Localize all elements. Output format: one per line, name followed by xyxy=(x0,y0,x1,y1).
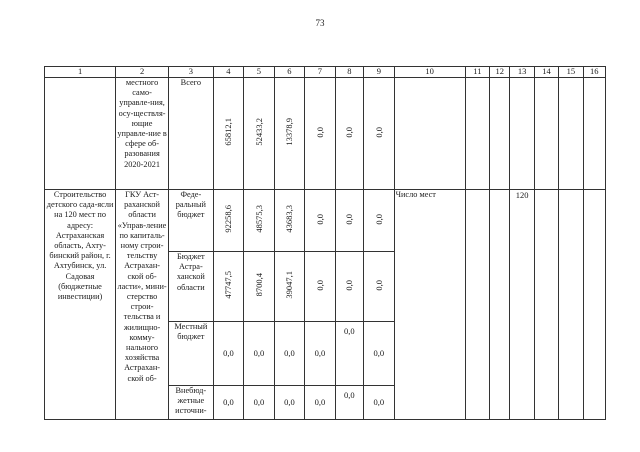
value-cell xyxy=(244,252,274,322)
cell-empty xyxy=(465,78,489,190)
header-cell: 10 xyxy=(394,67,465,78)
value-text: 65812,1 xyxy=(223,118,234,146)
value-cell xyxy=(305,78,335,190)
value-cell: 0,0 xyxy=(364,322,394,386)
value-cell: 0,0 xyxy=(274,386,304,420)
header-cell: 11 xyxy=(465,67,489,78)
value-cell: 0,0 xyxy=(335,322,363,386)
value-cell xyxy=(244,190,274,252)
header-cell: 2 xyxy=(116,67,169,78)
value-cell xyxy=(213,252,243,322)
value-text: 0,0 xyxy=(344,126,355,138)
value-text: 0,0 xyxy=(314,126,325,138)
project-name: Строительство детского сада-ясли на 120 мест по адресу: Астраханская область, Ахту-бинский район, г. Ахтубинск, ул. Садовая (бюджетные инвестиции) xyxy=(45,190,116,420)
value-text: 0,0 xyxy=(373,279,384,291)
value-text: 92258,6 xyxy=(223,205,234,233)
value-cell xyxy=(213,190,243,252)
cell-empty xyxy=(534,190,558,420)
header-cell: 13 xyxy=(510,67,534,78)
source-label: Бюджет Астра-ханской области xyxy=(168,252,213,322)
budget-table xyxy=(44,66,606,420)
header-cell: 4 xyxy=(213,67,243,78)
source-label: Феде-ральный бюджет xyxy=(168,190,213,252)
value-cell: 0,0 xyxy=(244,322,274,386)
value-cell: 0,0 xyxy=(305,386,335,420)
value-cell: 0,0 xyxy=(305,322,335,386)
header-cell: 5 xyxy=(244,67,274,78)
value-text: 0,0 xyxy=(373,213,384,225)
cell-empty xyxy=(559,78,583,190)
value-cell xyxy=(364,190,394,252)
header-cell: 14 xyxy=(534,67,558,78)
header-cell: 12 xyxy=(490,67,510,78)
value-text: 47747,5 xyxy=(223,271,234,299)
source-total-label: Всего xyxy=(168,78,213,190)
header-cell: 6 xyxy=(274,67,304,78)
value-text: 0,0 xyxy=(373,126,384,138)
cell-empty xyxy=(490,78,510,190)
value-text: 52433,2 xyxy=(253,118,264,146)
header-cell: 8 xyxy=(335,67,363,78)
indicator-value: 120 xyxy=(510,190,534,420)
value-cell: 0,0 xyxy=(364,386,394,420)
table-row-continuation xyxy=(45,78,606,190)
value-cell xyxy=(274,252,304,322)
value-text: 13378,9 xyxy=(284,118,295,146)
value-cell xyxy=(335,252,363,322)
value-cell xyxy=(213,78,243,190)
cell-empty xyxy=(583,190,605,420)
header-cell: 7 xyxy=(305,67,335,78)
value-cell: 0,0 xyxy=(335,386,363,420)
value-cell xyxy=(364,78,394,190)
responsible-executor: ГКУ Аст-раханской области «Управ-ление по капиталь-ному строи-тельству Астрахан-ской об-ласти», мини-стерство строи-тельства и жилищно-комму-нального хозяйства Астрахан-ской об- xyxy=(116,190,169,420)
cell-empty xyxy=(583,78,605,190)
cell-empty xyxy=(559,190,583,420)
cell-empty xyxy=(490,190,510,420)
cell-empty xyxy=(534,78,558,190)
table-row-federal xyxy=(45,190,606,252)
header-cell: 3 xyxy=(168,67,213,78)
header-cell: 9 xyxy=(364,67,394,78)
cell-empty xyxy=(45,78,116,190)
cell-empty xyxy=(465,190,489,420)
responsible-executor-cont: местного само-управле-ния, осу-ществля-ющие управле-ние в сфере об-разования 2020-2021 xyxy=(116,78,169,190)
value-cell xyxy=(335,78,363,190)
value-cell: 0,0 xyxy=(213,386,243,420)
value-text: 0,0 xyxy=(344,279,355,291)
value-text: 8700,4 xyxy=(253,273,264,297)
value-cell xyxy=(335,190,363,252)
value-text: 39047,1 xyxy=(284,271,295,299)
header-row xyxy=(45,67,606,78)
cell-empty xyxy=(394,78,465,190)
value-cell: 0,0 xyxy=(213,322,243,386)
value-text: 0,0 xyxy=(314,213,325,225)
header-cell: 16 xyxy=(583,67,605,78)
value-text: 48575,3 xyxy=(253,205,264,233)
cell-empty xyxy=(510,78,534,190)
value-cell: 0,0 xyxy=(244,386,274,420)
value-cell xyxy=(305,252,335,322)
header-cell: 15 xyxy=(559,67,583,78)
value-text: 0,0 xyxy=(314,279,325,291)
indicator-name: Число мест xyxy=(394,190,465,420)
value-cell xyxy=(364,252,394,322)
value-text: 43683,3 xyxy=(284,205,295,233)
value-cell xyxy=(305,190,335,252)
source-label: Местный бюджет xyxy=(168,322,213,386)
value-cell xyxy=(274,78,304,190)
value-cell xyxy=(274,190,304,252)
page-number: 73 xyxy=(315,18,325,28)
value-cell: 0,0 xyxy=(274,322,304,386)
header-cell: 1 xyxy=(45,67,116,78)
source-label: Внебюд-жетные источни- xyxy=(168,386,213,420)
value-text: 0,0 xyxy=(344,213,355,225)
value-cell xyxy=(244,78,274,190)
